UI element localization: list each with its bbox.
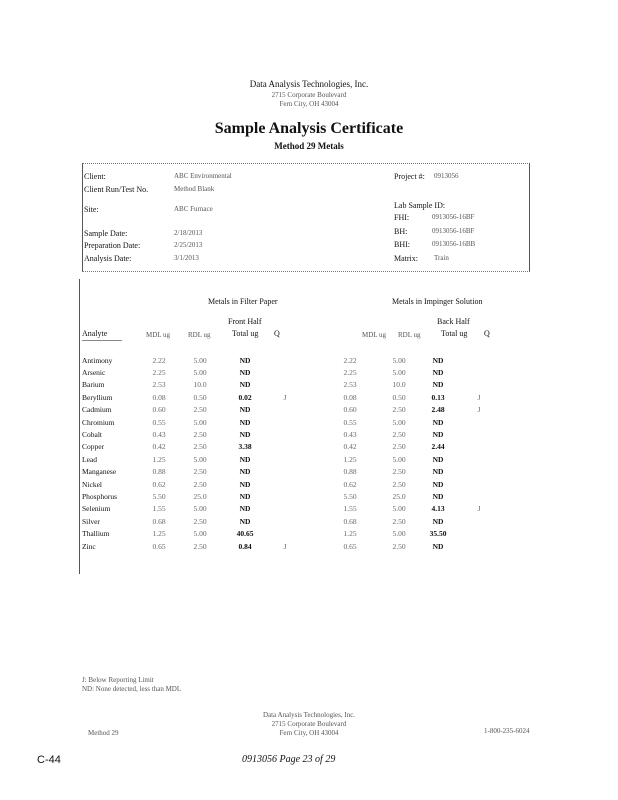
info-bottom-rule: [82, 271, 530, 272]
info-top-rule: [82, 163, 530, 164]
table-row: [82, 441, 500, 453]
back-q-cell: [458, 515, 500, 527]
table-row: [82, 391, 500, 403]
analyte-cell: Antimony: [82, 355, 113, 365]
back-rdl-cell: 2.50: [392, 467, 406, 477]
back-q-cell: [458, 490, 500, 502]
table-row: [82, 503, 500, 515]
front-rdl-cell: 10.0: [193, 380, 207, 390]
back-rdl-cell: 2.50: [392, 405, 406, 415]
company-address: 2715 Corporate Boulevard: [271, 91, 347, 99]
front-q-cell: [268, 453, 302, 465]
back-q-cell: [458, 466, 500, 478]
back-q-cell: [458, 441, 500, 453]
footer-phone: 1-800-235-6024: [484, 727, 530, 735]
back-total-cell: ND: [432, 516, 444, 526]
front-mdl-cell: 0.43: [152, 430, 166, 440]
site-value: ABC Furnace: [174, 205, 213, 213]
table-row: [82, 354, 500, 366]
front-total-cell: 0.84: [238, 541, 252, 551]
back-rdl-cell: 2.50: [392, 516, 406, 526]
back-q-cell: [458, 379, 500, 391]
front-rdl-cell: 5.00: [193, 368, 207, 378]
analyte-cell: Cadmium: [82, 405, 112, 415]
front-rdl-cell: 2.50: [193, 467, 207, 477]
back-q-cell: [458, 354, 500, 366]
front-total-cell: ND: [239, 504, 251, 514]
back-rdl-cell: 25.0: [392, 491, 406, 501]
back-q-cell: [458, 366, 500, 378]
info-left-border: [82, 163, 83, 271]
back-mdl-cell: 0.68: [343, 516, 357, 526]
front-mdl-cell: 1.55: [152, 504, 166, 514]
runtest-label: Client Run/Test No.: [84, 185, 149, 194]
footer-city: Fern City, OH 43004: [279, 729, 339, 737]
back-rdl-cell: 5.00: [392, 368, 406, 378]
front-q-cell: [268, 478, 302, 490]
analyte-cell: Arsenic: [82, 368, 106, 378]
footnote-j: J: Below Reporting Limit: [82, 676, 154, 684]
analysis-date-label: Analysis Date:: [84, 254, 132, 263]
front-q-cell: [268, 466, 302, 478]
back-mdl-cell: 0.60: [343, 405, 357, 415]
front-total-cell: ND: [239, 479, 251, 489]
front-section-title: Metals in Filter Paper: [208, 297, 278, 306]
back-total-cell: ND: [432, 491, 444, 501]
front-total-cell: 40.65: [236, 529, 254, 539]
analyte-header: Analyte: [82, 329, 108, 338]
analyte-cell: Nickel: [82, 479, 102, 489]
front-rdl-cell: 2.50: [193, 479, 207, 489]
analyte-cell: Thallium: [82, 529, 110, 539]
back-q-cell: [458, 527, 500, 539]
fhi-label: FHI:: [394, 213, 410, 222]
back-mdl-cell: 2.22: [343, 355, 357, 365]
back-q-cell: [458, 478, 500, 490]
back-mdl-cell: 5.50: [343, 491, 357, 501]
sample-date-value: 2/18/2013: [174, 229, 203, 237]
front-rdl-cell: 0.50: [193, 392, 207, 402]
back-total-cell: ND: [432, 380, 444, 390]
back-total-cell: ND: [432, 454, 444, 464]
front-mdl-cell: 5.50: [152, 491, 166, 501]
company-name: Data Analysis Technologies, Inc.: [249, 79, 369, 89]
info-right-border: [529, 163, 530, 271]
front-mdl-cell: 0.42: [152, 442, 166, 452]
front-rdl-cell: 5.00: [193, 355, 207, 365]
table-row: [82, 515, 500, 527]
analyte-cell: Beryllium: [82, 392, 113, 402]
front-total-cell: ND: [239, 368, 251, 378]
footer-address: 2715 Corporate Boulevard: [271, 720, 347, 728]
table-row: [82, 540, 500, 552]
back-total-cell: 2.44: [431, 442, 445, 452]
front-mdl-cell: 2.53: [152, 380, 166, 390]
page-number: 0913056 Page 23 of 29: [242, 754, 336, 765]
front-mdl-cell: 0.68: [152, 516, 166, 526]
front-rdl-cell: 2.50: [193, 516, 207, 526]
site-label: Site:: [84, 205, 99, 214]
back-total-cell: 4.13: [431, 504, 445, 514]
front-q-cell: [268, 379, 302, 391]
analyte-cell: Zinc: [82, 541, 96, 551]
front-mdl-header: MDL ug: [146, 331, 171, 339]
front-q-cell: [268, 503, 302, 515]
front-total-cell: ND: [239, 516, 251, 526]
analyte-cell: Selenium: [82, 504, 111, 514]
front-total-cell: ND: [239, 430, 251, 440]
front-q-cell: [268, 441, 302, 453]
back-mdl-cell: 0.88: [343, 467, 357, 477]
back-section-title: Metals in Impinger Solution: [392, 297, 483, 306]
back-rdl-cell: 2.50: [392, 442, 406, 452]
back-mdl-cell: 1.25: [343, 454, 357, 464]
table-row: [82, 466, 500, 478]
front-mdl-cell: 0.62: [152, 479, 166, 489]
back-rdl-cell: 0.50: [392, 392, 406, 402]
back-total-cell: ND: [432, 541, 444, 551]
front-q-cell: [268, 428, 302, 440]
page-code: C-44: [37, 754, 61, 766]
front-q-cell: [268, 490, 302, 502]
prep-date-value: 2/25/2013: [174, 241, 203, 249]
front-mdl-cell: 0.55: [152, 417, 166, 427]
front-q-cell: [268, 354, 302, 366]
back-rdl-cell: 2.50: [392, 479, 406, 489]
front-rdl-cell: 5.00: [193, 417, 207, 427]
back-mdl-cell: 0.62: [343, 479, 357, 489]
front-q-cell: [268, 527, 302, 539]
analyte-cell: Copper: [82, 442, 105, 452]
front-mdl-cell: 0.65: [152, 541, 166, 551]
analyte-cell: Silver: [82, 516, 100, 526]
analyte-cell: Chromium: [82, 417, 115, 427]
front-total-cell: ND: [239, 417, 251, 427]
bhi-label: BHI:: [394, 240, 410, 249]
front-half-header-1: Front Half: [228, 317, 262, 326]
table-row: [82, 366, 500, 378]
back-rdl-cell: 5.00: [392, 454, 406, 464]
back-q-cell: J: [477, 504, 481, 514]
back-total-cell: ND: [432, 355, 444, 365]
results-table: [82, 354, 500, 552]
analyte-cell: Manganese: [82, 467, 117, 477]
footer-company: Data Analysis Technologies, Inc.: [262, 711, 356, 719]
table-row: [82, 416, 500, 428]
analyte-cell: Phosphorus: [82, 491, 118, 501]
project-label: Project #:: [394, 172, 425, 181]
back-half-header-1: Back Half: [437, 317, 470, 326]
front-mdl-cell: 2.22: [152, 355, 166, 365]
fhi-value: 0913056-16BF: [432, 213, 475, 221]
back-rdl-header: RDL ug: [398, 331, 421, 339]
back-rdl-cell: 2.50: [392, 430, 406, 440]
front-rdl-cell: 2.50: [193, 405, 207, 415]
front-total-cell: ND: [239, 491, 251, 501]
project-value: 0913056: [434, 172, 459, 180]
front-q-cell: [268, 366, 302, 378]
bhi-value: 0913056-16BB: [432, 240, 476, 248]
analyte-cell: Lead: [82, 454, 97, 464]
back-rdl-cell: 2.50: [392, 541, 406, 551]
footnote-nd: ND: None detected, less than MDL: [82, 685, 182, 693]
back-total-cell: ND: [432, 368, 444, 378]
back-q-cell: [458, 428, 500, 440]
table-row: [82, 453, 500, 465]
prep-date-label: Preparation Date:: [84, 241, 141, 250]
front-total-cell: ND: [239, 355, 251, 365]
back-total-cell: ND: [432, 430, 444, 440]
back-q-cell: [458, 453, 500, 465]
front-rdl-cell: 2.50: [193, 442, 207, 452]
back-total-cell: 0.13: [431, 392, 445, 402]
back-q-cell: J: [477, 392, 481, 402]
front-q-cell: [268, 416, 302, 428]
footer-method: Method 29: [88, 729, 119, 737]
back-mdl-cell: 1.55: [343, 504, 357, 514]
back-total-cell: 35.50: [429, 529, 447, 539]
back-rdl-cell: 5.00: [392, 504, 406, 514]
page-subtitle: Method 29 Metals: [274, 141, 344, 151]
analysis-date-value: 3/1/2013: [174, 254, 199, 262]
front-q-cell: [268, 515, 302, 527]
client-value: ABC Environmental: [174, 172, 232, 180]
front-total-cell: 0.02: [238, 392, 252, 402]
front-mdl-cell: 1.25: [152, 529, 166, 539]
table-row: [82, 490, 500, 502]
front-q-cell: [268, 404, 302, 416]
runtest-value: Method Blank: [174, 185, 215, 193]
front-rdl-header: RDL ug: [188, 331, 211, 339]
back-rdl-cell: 10.0: [392, 380, 406, 390]
matrix-label: Matrix:: [394, 254, 418, 263]
front-rdl-cell: 5.00: [193, 529, 207, 539]
front-total-cell: ND: [239, 467, 251, 477]
front-rdl-cell: 5.00: [193, 454, 207, 464]
front-half-header-2: Total ug: [232, 329, 259, 338]
front-mdl-cell: 0.88: [152, 467, 166, 477]
back-total-cell: 2.48: [431, 405, 445, 415]
back-total-cell: ND: [432, 417, 444, 427]
back-rdl-cell: 5.00: [392, 417, 406, 427]
back-mdl-cell: 0.43: [343, 430, 357, 440]
back-total-cell: ND: [432, 479, 444, 489]
back-q-cell: [458, 540, 500, 552]
bh-label: BH:: [394, 227, 408, 236]
back-half-header-2: Total ug: [441, 329, 468, 338]
table-row: [82, 379, 500, 391]
front-q-header: Q: [274, 329, 280, 338]
header-underline-analyte: [82, 340, 122, 341]
company-city: Fern City, OH 43004: [279, 100, 339, 108]
front-mdl-cell: 0.08: [152, 392, 166, 402]
table-row: [82, 527, 500, 539]
page-title: Sample Analysis Certificate: [214, 120, 404, 137]
analyte-cell: Barium: [82, 380, 105, 390]
bh-value: 0913056-16BF: [432, 227, 475, 235]
results-left-border: [79, 279, 80, 574]
back-rdl-cell: 5.00: [392, 529, 406, 539]
back-mdl-cell: 2.53: [343, 380, 357, 390]
front-rdl-cell: 5.00: [193, 504, 207, 514]
table-row: [82, 404, 500, 416]
front-mdl-cell: 0.60: [152, 405, 166, 415]
front-total-cell: 3.38: [238, 442, 252, 452]
front-mdl-cell: 2.25: [152, 368, 166, 378]
back-mdl-cell: 0.08: [343, 392, 357, 402]
front-q-cell: J: [283, 541, 287, 551]
back-q-header: Q: [484, 329, 490, 338]
analyte-cell: Cobalt: [82, 430, 102, 440]
client-label: Client:: [84, 172, 106, 181]
back-rdl-cell: 5.00: [392, 355, 406, 365]
back-q-cell: J: [477, 405, 481, 415]
front-total-cell: ND: [239, 380, 251, 390]
lab-sample-id-label: Lab Sample ID:: [394, 201, 446, 210]
back-q-cell: [458, 416, 500, 428]
front-rdl-cell: 2.50: [193, 541, 207, 551]
back-mdl-header: MDL ug: [362, 331, 387, 339]
back-mdl-cell: 0.42: [343, 442, 357, 452]
front-rdl-cell: 2.50: [193, 430, 207, 440]
back-mdl-cell: 2.25: [343, 368, 357, 378]
table-row: [82, 478, 500, 490]
back-mdl-cell: 0.55: [343, 417, 357, 427]
front-rdl-cell: 25.0: [193, 491, 207, 501]
front-total-cell: ND: [239, 454, 251, 464]
back-mdl-cell: 0.65: [343, 541, 357, 551]
front-q-cell: J: [283, 392, 287, 402]
back-mdl-cell: 1.25: [343, 529, 357, 539]
back-total-cell: ND: [432, 467, 444, 477]
front-mdl-cell: 1.25: [152, 454, 166, 464]
table-row: [82, 428, 500, 440]
sample-date-label: Sample Date:: [84, 229, 128, 238]
front-total-cell: ND: [239, 405, 251, 415]
matrix-value: Train: [434, 254, 449, 262]
